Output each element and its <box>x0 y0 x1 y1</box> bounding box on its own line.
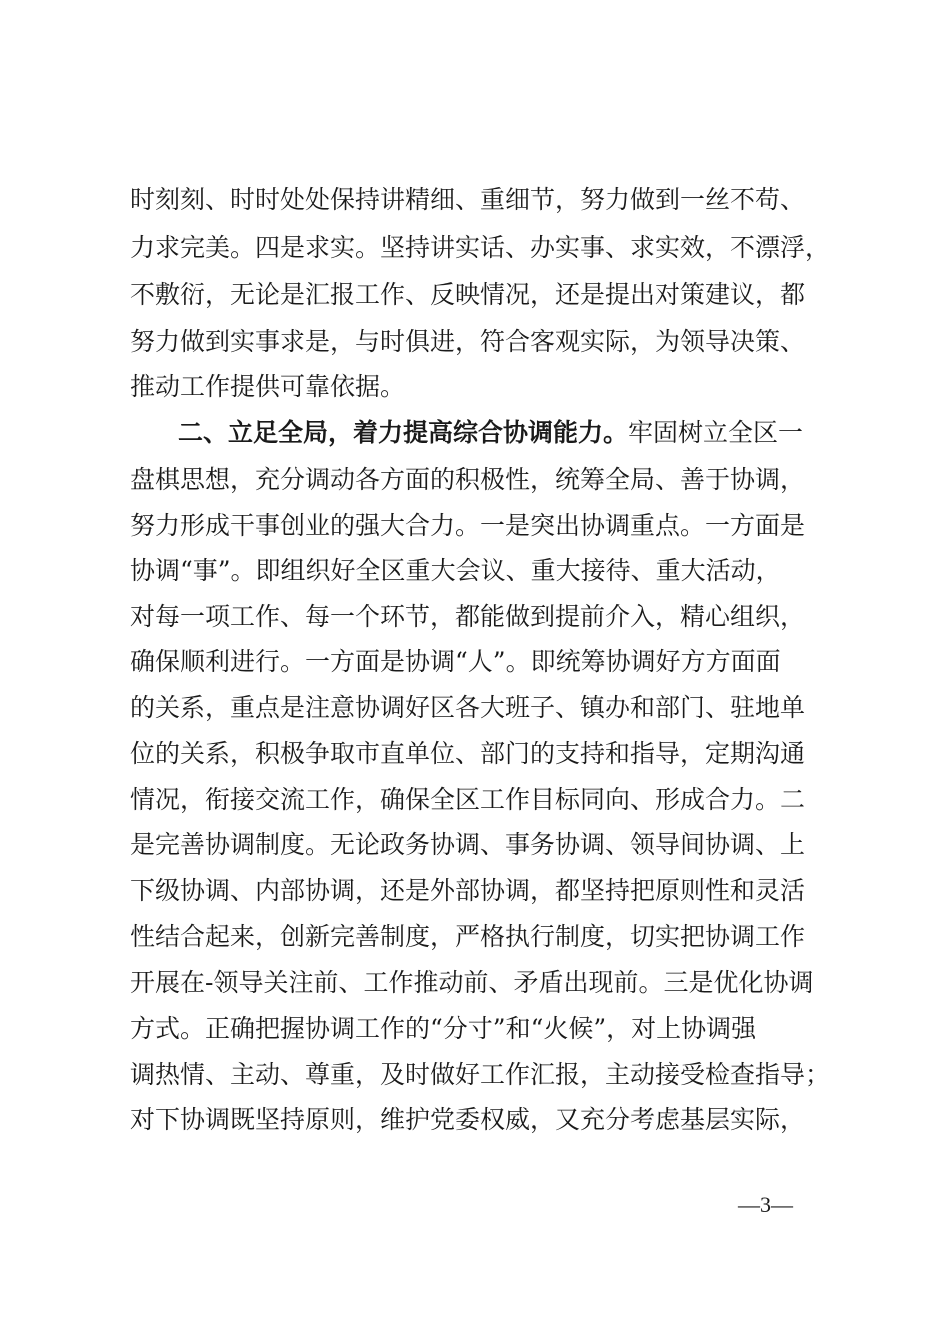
body-line-5: 推动工作提供可靠依据。 <box>130 372 406 401</box>
body-line-13: 情况，衔接交流工作，确保全区工作目标同向、形成合力。二 <box>130 785 806 814</box>
body-line-15: 下级协调、内部协调，还是外部协调，都坚持把原则性和灵活 <box>130 876 806 905</box>
body-line-1: 时刻刻、时时处处保持讲精细、重细节，努力做到一丝不苟、 <box>130 185 806 214</box>
body-line-14: 是完善协调制度。无论政务协调、事务协调、领导间协调、上 <box>130 830 806 859</box>
body-line-3: 不敷衍，无论是汇报工作、反映情况，还是提出对策建议，都 <box>130 280 806 309</box>
body-line-2: 力求完美。四是求实。坚持讲实话、办实事、求实效，不漂浮， <box>130 233 831 262</box>
body-line-11: 的关系，重点是注意协调好区各大班子、镇办和部门、驻地单 <box>130 693 806 722</box>
body-line-16: 性结合起来，创新完善制度，严格执行制度，切实把协调工作 <box>130 922 806 951</box>
body-line-18: 方式。正确把握协调工作的“分寸”和“火候”，对上协调强 <box>130 1014 757 1043</box>
body-line-12: 位的关系，积极争取市直单位、部门的支持和指导，定期沟通 <box>130 739 806 768</box>
body-line-7: 努力形成干事创业的强大合力。一是突出协调重点。一方面是 <box>130 511 806 540</box>
body-line-10: 确保顺利进行。一方面是协调“人”。即统筹协调好方方面面 <box>130 647 781 676</box>
page-number: —3— <box>738 1192 793 1217</box>
body-line-9: 对每一项工作、每一个环节，都能做到提前介入，精心组织， <box>130 602 806 631</box>
section-heading: 二、立足全局，着力提高综合协调能力。 <box>178 418 629 447</box>
body-line-8: 协调“事”。即组织好全区重大会议、重大接待、重大活动， <box>130 556 781 585</box>
section-heading-line <box>178 418 803 448</box>
body-line-19: 调热情、主动、尊重，及时做好工作汇报，主动接受检查指导； <box>130 1060 831 1089</box>
body-line-20: 对下协调既坚持原则，维护党委权威，又充分考虑基层实际， <box>130 1105 806 1134</box>
body-line-4: 努力做到实事求是，与时俱进，符合客观实际，为领导决策、 <box>130 327 806 356</box>
body-line-17: 开展在-领导关注前、工作推动前、矛盾出现前。三是优化协调 <box>130 968 814 997</box>
body-line-6: 盘棋思想，充分调动各方面的积极性，统筹全局、善于协调， <box>130 465 806 494</box>
section-heading-continuation: 牢固树立全区一 <box>628 418 804 447</box>
